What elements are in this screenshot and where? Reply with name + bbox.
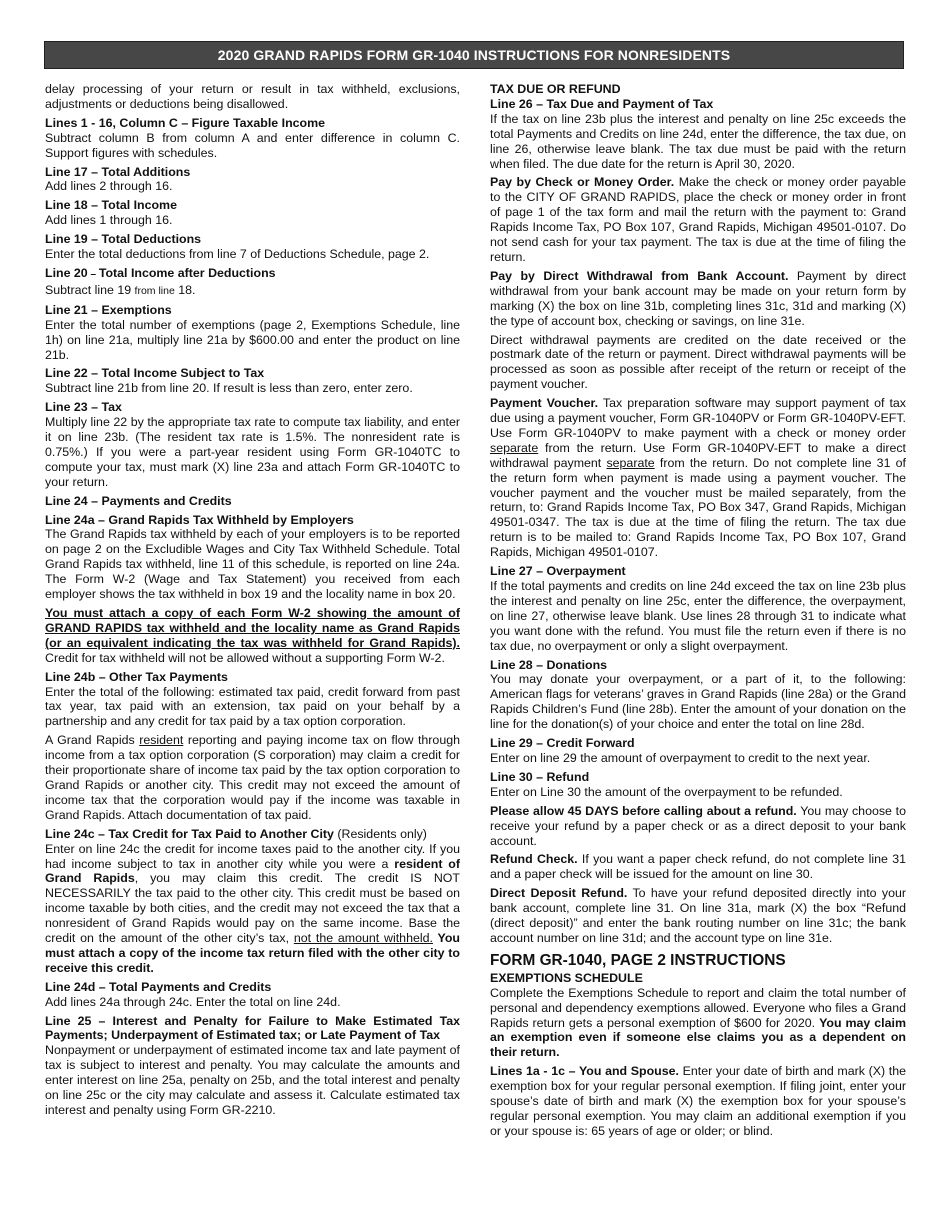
text-line-23: Multiply line 22 by the appropriate tax rate to compute tax liability, and enter it on line 23b. (The resident tax rate is 1.5%. The nonresident rate is 0.75%.) If you were a part-year resident using Form GR-1040TC to compute your tax, must mark (X) line 23a and attach Form GR-1040TC to your return. [45, 415, 460, 489]
w2-credit-notice: Credit for tax withheld will not be allowed without a supporting Form W-2. [45, 650, 445, 665]
heading-line-19: Line 19 – Total Deductions [45, 232, 202, 247]
text-allow-45-days [490, 804, 906, 849]
heading-line-20-dash: – [87, 268, 99, 280]
text-24b-a: A Grand Rapids [45, 733, 140, 748]
heading-line-23: Line 23 – Tax [45, 400, 122, 415]
allow-45-days-text: You may choose to receive your refund by a paper check or as a direct deposit to your bank account. [490, 803, 906, 848]
lines-1a-1c-label: Lines 1a - 1c – You and Spouse. [490, 1064, 679, 1079]
text-line-24d: Add lines 24a through 24c. Enter the total on line 24d. [45, 994, 341, 1009]
text-line-22: Subtract line 21b from line 20. If result is less than zero, enter zero. [45, 381, 413, 396]
text-lines-1a-1c [490, 1064, 906, 1139]
text-direct-deposit [490, 886, 906, 946]
heading-line-24c-title: Line 24c – Tax Credit for Tax Paid to Another City [45, 826, 334, 841]
heading-line-22: Line 22 – Total Income Subject to Tax [45, 366, 265, 381]
heading-line-21: Line 21 – Exemptions [45, 302, 172, 317]
heading-page-2-instructions: FORM GR-1040, PAGE 2 INSTRUCTIONS [490, 951, 786, 969]
text-line-21: Enter the total number of exemptions (page 2, Exemptions Schedule, line 1h) on line 21a, multiply line 21a by $600.00 and enter the product on line 21b. [45, 317, 460, 362]
text-line-24c [45, 842, 460, 976]
intro-text: delay processing of your return or result in tax withheld, exclusions, adjustments or deductions being disallowed. [45, 82, 460, 111]
text-line-24b: Enter the total of the following: estimated tax paid, credit forward from past tax year, tax paid with an extension, tax paid on your behalf by a partnership and any credit for tax paid by a tax option corporation. [45, 684, 460, 729]
direct-withdrawal-label: Pay by Direct Withdrawal from Bank Account. [490, 268, 789, 283]
text-line-18: Add lines 1 through 16. [45, 213, 173, 228]
text-24b-b: reporting and paying income tax on flow through income from a tax option corporation (S corporation) may claim a credit for their proportionate share of income tax paid by the tax option corporation to Grand Rapids or another city. This credit may not exceed the amount of income tax that the corporation would pay if the income was taxable in Grand Rapids. Attach documentation of tax paid. [45, 733, 460, 822]
heading-line-20-title: Total Income after Deductions [98, 265, 276, 280]
exemptions-bold-note: You may claim an exemption even if someone else claims you as a dependent on their return. [490, 1015, 906, 1060]
text-line-24a-attach [45, 606, 460, 666]
heading-line-24c-note: (Residents only) [333, 826, 427, 841]
heading-line-25: Line 25 – Interest and Penalty for Failure to Make Estimated Tax Payments; Underpayment of Estimated tax; or Late Payment of Tax [45, 1013, 460, 1043]
pay-by-check-label: Pay by Check or Money Order. [490, 175, 675, 190]
text-line-20 [45, 283, 460, 299]
text-pay-by-check [490, 175, 906, 264]
w2-attach-notice: You must attach a copy of each Form W-2 showing the amount of GRAND RAPIDS tax withheld and the locality name as Grand Rapids (or an equivalent indicating the tax was withheld for Grand Rapids). [45, 606, 460, 650]
voucher-text-b: from the return. Use Form GR-1040PV-EFT to make a direct withdrawal payment [490, 440, 906, 470]
text-line-27: If the total payments and credits on line 24d exceed the tax on line 23b plus the interest and penalty on line 25c, enter the difference, the overpayment, on line 27, otherwise leave blank. Use lines 28 through 31 to indicate what you want done with the refund. You must file the return even if there is no tax due, no overpayment or only a slight overpayment. [490, 579, 906, 653]
direct-withdrawal-text: Payment by direct withdrawal from your bank account may be made on your return form by marking (X) the box on line 31b, completing lines 31c, 31d and marking (X) the type of account box, checking or savings, on line 31e. [490, 268, 906, 328]
pay-by-check-text: Make the check or money order payable to the CITY OF GRAND RAPIDS, place the check or money order in front of page 1 of the tax form and mail the return with the payment to: Grand Rapids Income Tax, PO Box 107, Grand Rapids, Michigan 49501-0107. Do not send cash for your tax payment. The tax is due at the time of filing the return. [490, 175, 906, 264]
heading-line-24c [45, 827, 460, 842]
page-banner: 2020 GRAND RAPIDS FORM GR-1040 INSTRUCTIONS FOR NONRESIDENTS [44, 41, 904, 69]
heading-line-24d: Line 24d – Total Payments and Credits [45, 979, 272, 994]
text-line-20-a: Subtract line 19 [45, 282, 135, 297]
text-line-28: You may donate your overpayment, or a part of it, to the following: American flags for veterans’ graves in Grand Rapids (line 28a) or the Grand Rapids Children’s Fund (line 28b). Enter the amount of your donation on the line for the donation(s) of your choice and enter the total on line 28d. [490, 672, 906, 732]
text-line-20-b: from line [134, 284, 175, 297]
heading-line-20 [45, 266, 460, 283]
exemptions-text: Complete the Exemptions Schedule to report and claim the total number of personal and dependency exemptions allowed. Everyone who files a Grand Rapids return gets a personal exemption of $600 for 2020. [490, 985, 906, 1030]
text-payment-voucher [490, 396, 906, 560]
voucher-separate-2: separate [606, 455, 655, 470]
heading-lines-1-16: Lines 1 - 16, Column C – Figure Taxable Income [45, 115, 326, 130]
text-direct-withdrawal [490, 269, 906, 329]
heading-tax-due-or-refund: TAX DUE OR REFUND [490, 82, 621, 96]
right-column [490, 82, 906, 1143]
text-lines-1-16: Subtract column B from column A and enter difference in column C. Support figures with schedules. [45, 130, 460, 160]
refund-check-text: If you want a paper check refund, do not complete line 31 and a paper check will be issued for the amount on line 30. [490, 852, 907, 882]
text-24c-attach: You must attach a copy of the income tax return filed with the other city to receive this credit. [45, 931, 461, 975]
voucher-text-a: Tax preparation software may support payment of tax due using a payment voucher, Form GR-1040PV or Form GR-1040PV-EFT. Use Form GR-1040PV to make payment with a check or money order [490, 396, 906, 440]
direct-deposit-text: To have your refund deposited directly into your bank account, complete line 31. On line 31a, mark (X) the box “Refund (direct deposit)” and enter the bank routing number on line 31c; the bank account number on line 31d; and the account type on line 31e. [490, 886, 907, 945]
lines-1a-1c-text: Enter your date of birth and mark (X) the exemption box for your regular personal exemption. If filing joint, enter your spouse’s date of birth and mark (X) the exemption box for your spouse’s regular personal exemption. You may claim an additional exemption if you or your spouse is: 65 years of age or older; or blind. [490, 1064, 906, 1138]
text-line-19: Enter the total deductions from line 7 of Deductions Schedule, page 2. [45, 247, 430, 262]
heading-line-24a: Line 24a – Grand Rapids Tax Withheld by Employers [45, 512, 354, 527]
heading-line-24b: Line 24b – Other Tax Payments [45, 669, 228, 684]
text-line-24a: The Grand Rapids tax withheld by each of your employers is to be reported on page 2 on the Excludible Wages and City Tax Withheld Schedule. Total Grand Rapids tax withheld, line 11 of this schedule, is reported on line 24a. The Form W-2 (Wage and Tax Statement) you received from each employer shows the tax withheld in box 19 and the locality name in box 20. [45, 527, 460, 602]
direct-deposit-label: Direct Deposit Refund. [490, 886, 628, 901]
voucher-separate-1: separate [490, 440, 539, 455]
text-line-20-c: 18. [174, 282, 196, 297]
heading-line-20-num: Line 20 [45, 265, 88, 280]
text-direct-withdrawal-2: Direct withdrawal payments are credited on the date received or the postmark date of the return or payment. Direct withdrawal payments will be processed as soon as possible after receipt of the return or receipt of the payment voucher. [490, 332, 906, 392]
heading-line-29: Line 29 – Credit Forward [490, 736, 635, 751]
text-line-30: Enter on Line 30 the amount of the overpayment to be refunded. [490, 784, 843, 799]
text-24c-a: Enter on line 24c the credit for income taxes paid to the another city. If you had income subject to tax in another city while you were a [45, 841, 460, 871]
text-24c-not-withheld: not the amount withheld. [293, 931, 433, 946]
heading-line-26: Line 26 – Tax Due and Payment of Tax [490, 96, 714, 111]
text-refund-check [490, 852, 906, 882]
text-24c-resident: resident of Grand Rapids [45, 856, 461, 886]
heading-line-24: Line 24 – Payments and Credits [45, 493, 232, 508]
text-24b-resident-word: resident [139, 733, 184, 748]
text-24c-b: , you may claim this credit. The credit IS NOT NECESSARILY the tax paid to the other city. This credit must be based on income taxable by both cities, and the credit may not exceed the tax that a nonresident of Grand Rapids would pay on the same income. Base the credit on the amount of the other city’s tax, [45, 871, 460, 946]
text-line-26: If the tax on line 23b plus the interest and penalty on line 25c exceeds the total Payments and Credits on line 24d, enter the difference, the tax due, on line 26, otherwise leave blank. The tax due must be paid with the return when filed. The due date for the return is April 30, 2020. [490, 111, 906, 171]
heading-line-17: Line 17 – Total Additions [45, 164, 191, 179]
text-line-24b-resident [45, 733, 460, 822]
heading-exemptions-schedule: EXEMPTIONS SCHEDULE [490, 970, 643, 985]
voucher-text-c: from the return. Do not complete line 31 of the return form when payment is made using a payment voucher. The voucher payment and the voucher must be mailed separately, from the return, to: Grand Rapids Income Tax, PO Box 347, Grand Rapids, Michigan 49501-0347. The tax is due at the time of filing the return. The tax due return is to be mailed to: Grand Rapids Income Tax, PO Box 107, Grand Rapids, Michigan 49501-0107. [490, 455, 906, 560]
allow-45-days-label: Please allow 45 DAYS before calling about a refund. [490, 803, 797, 818]
text-line-29: Enter on line 29 the amount of overpayment to credit to the next year. [490, 750, 871, 765]
payment-voucher-label: Payment Voucher. [490, 396, 599, 411]
heading-line-18: Line 18 – Total Income [45, 198, 177, 213]
refund-check-label: Refund Check. [490, 852, 578, 867]
text-line-25: Nonpayment or underpayment of estimated income tax and late payment of tax is subject to interest and penalty. You may calculate the amounts and enter interest on line 25a, penalty on 25b, and the total interest and penalty on line 25c or the city may calculate and assess it. Calculate estimated tax interest and penalty using Form GR-2210. [45, 1043, 460, 1117]
heading-line-30: Line 30 – Refund [490, 769, 590, 784]
heading-line-28: Line 28 – Donations [490, 657, 608, 672]
left-column [45, 82, 460, 1122]
text-line-17: Add lines 2 through 16. [45, 179, 173, 194]
heading-line-27: Line 27 – Overpayment [490, 564, 626, 579]
text-exemptions-schedule [490, 986, 906, 1061]
